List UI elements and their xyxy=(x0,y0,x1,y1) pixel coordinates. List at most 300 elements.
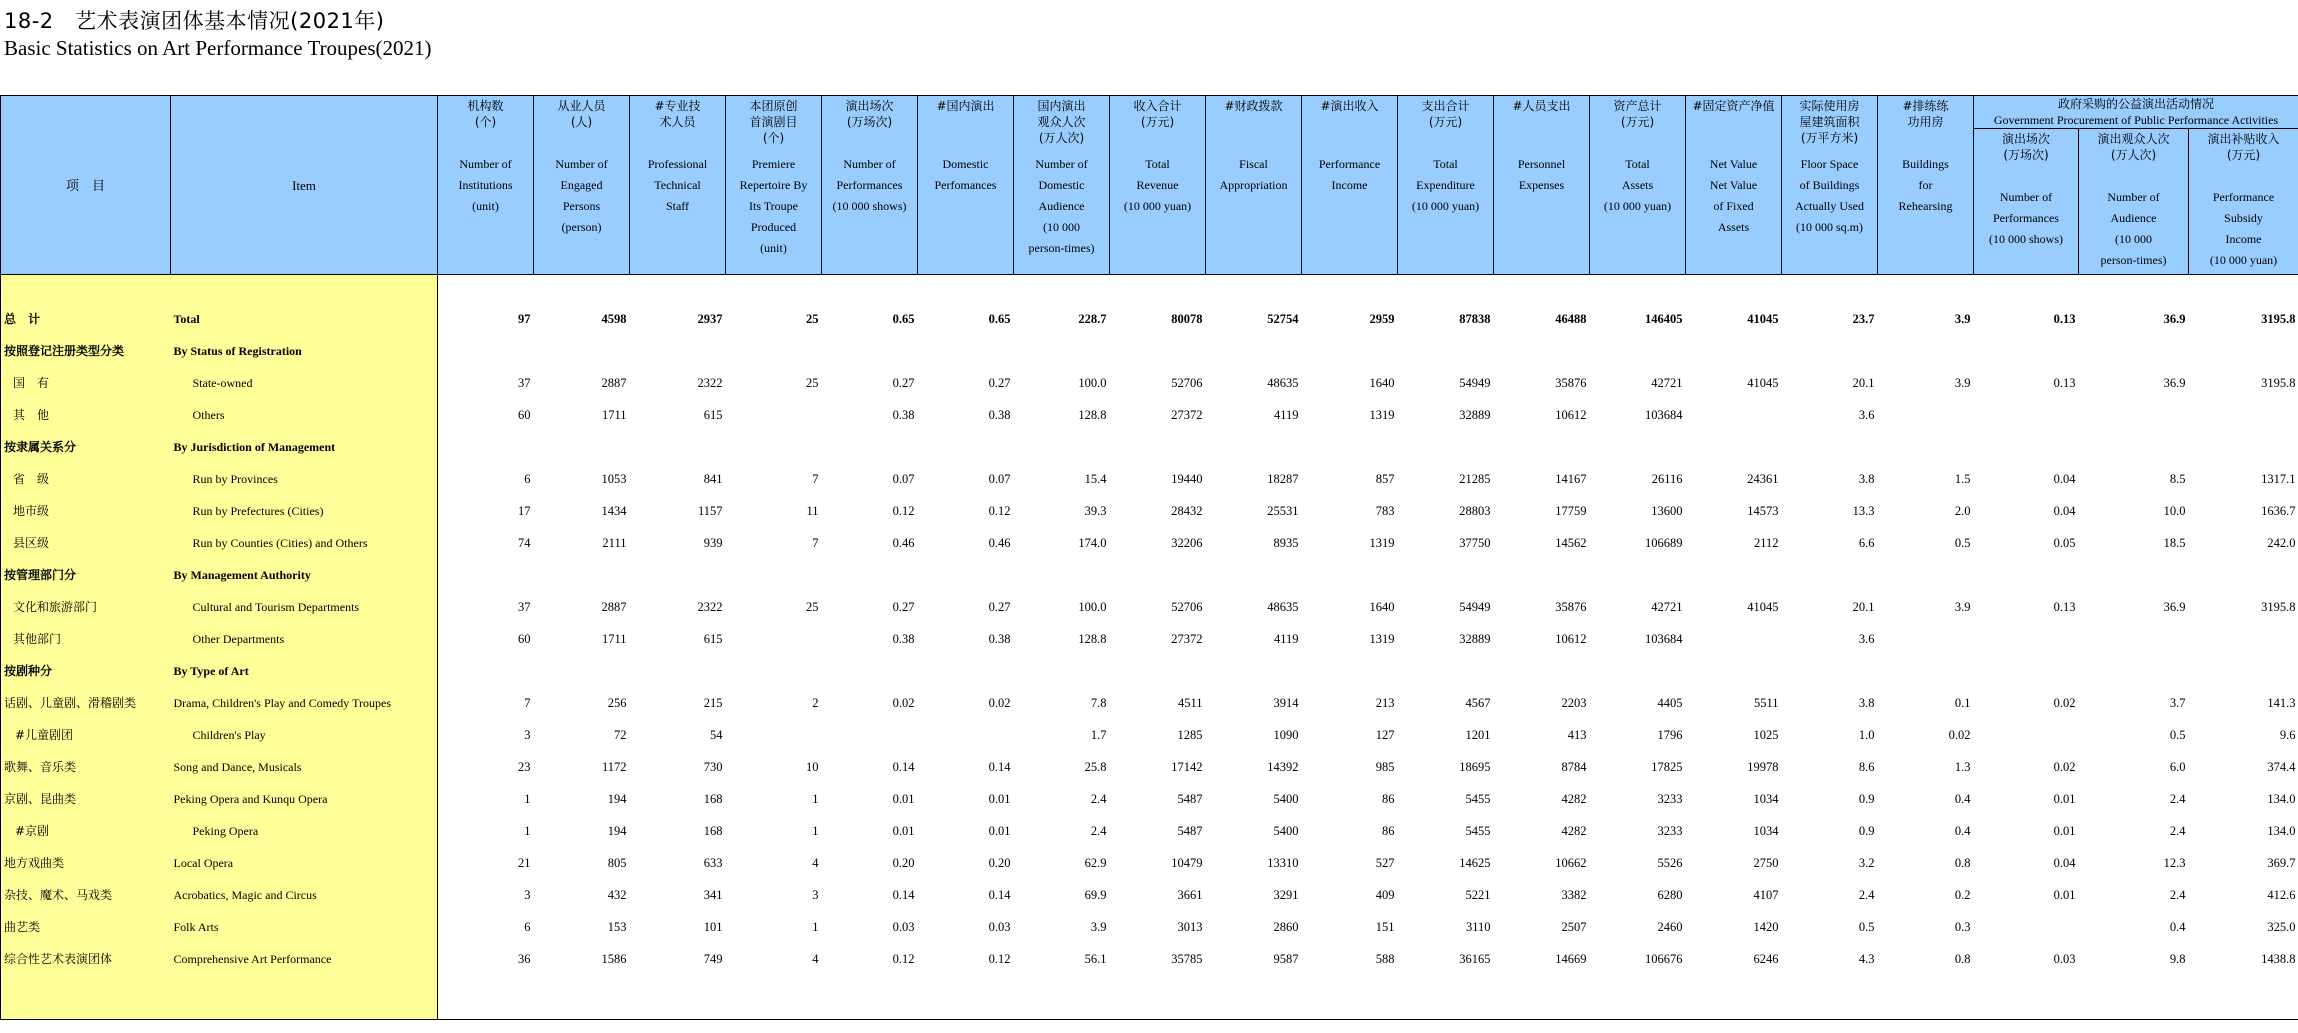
cell-value: 14167 xyxy=(1555,472,1587,486)
cell-value: 127 xyxy=(1375,728,1395,742)
table-row xyxy=(1,847,2298,879)
cell-value: 0.65 xyxy=(892,312,915,326)
header-floor-space xyxy=(1782,96,1878,275)
cell-value: 52706 xyxy=(1171,600,1203,614)
cell-value: 14392 xyxy=(1267,760,1299,774)
cell-value: 1317.1 xyxy=(2261,472,2296,486)
cell-value xyxy=(726,399,822,431)
cell-value: 0.65 xyxy=(988,312,1011,326)
cell-value: 101 xyxy=(703,920,723,934)
header-en-line: Perfomances xyxy=(934,178,997,192)
row-label-cn: 京剧、昆曲类 xyxy=(1,783,171,815)
cell-value xyxy=(1686,655,1782,687)
cell-value: 0.4 xyxy=(2169,920,2186,934)
header-en-line: Performance xyxy=(1318,157,1381,171)
cell-value: 369.7 xyxy=(2267,856,2296,870)
cell-value xyxy=(1302,431,1398,463)
cell-value: 0.02 xyxy=(1948,728,1971,742)
row-label-en: Drama, Children's Play and Comedy Troupes xyxy=(171,687,438,719)
cell-value: 1034 xyxy=(1753,824,1779,838)
cell-value: 0.1 xyxy=(1954,696,1971,710)
cell-value: 32889 xyxy=(1459,632,1491,646)
cell-value: 3195.8 xyxy=(2261,376,2296,390)
row-label-cn: 文化和旅游部门 xyxy=(1,591,171,623)
header-en-line: Number of xyxy=(555,157,608,171)
row-label-en: By Status of Registration xyxy=(171,335,438,367)
cell-value: 1640 xyxy=(1369,376,1395,390)
header-total-revenue xyxy=(1110,96,1206,275)
cell-value xyxy=(2079,399,2189,431)
header-cn-line: 演出场次 xyxy=(845,99,894,113)
cell-value xyxy=(918,719,1014,751)
cell-value: 4598 xyxy=(601,312,627,326)
cell-value: 128.8 xyxy=(1078,408,1107,422)
cell-value: 0.04 xyxy=(2053,504,2076,518)
cell-value: 17142 xyxy=(1171,760,1203,774)
cell-value: 0.38 xyxy=(892,408,915,422)
cell-value: 325.0 xyxy=(2267,920,2296,934)
cell-value xyxy=(1686,399,1782,431)
row-label-cn: 地方戏曲类 xyxy=(1,847,171,879)
cell-value: 0.9 xyxy=(1858,824,1875,838)
cell-value xyxy=(1398,559,1494,591)
cell-value: 5487 xyxy=(1177,824,1203,838)
cell-value: 2.4 xyxy=(2169,792,2186,806)
row-label-cn: 国 有 xyxy=(1,367,171,399)
cell-value: 7 xyxy=(524,696,531,710)
cell-value: 17825 xyxy=(1651,760,1683,774)
category-row xyxy=(1,431,2298,463)
cell-value: 0.02 xyxy=(988,696,1011,710)
row-label-en: Local Opera xyxy=(171,847,438,879)
row-label-en: Other Departments xyxy=(171,623,438,655)
cell-value xyxy=(1590,655,1686,687)
cell-value: 39.3 xyxy=(1084,504,1107,518)
cell-value xyxy=(726,335,822,367)
header-en-line: Appropriation xyxy=(1219,178,1288,192)
cell-value: 0.38 xyxy=(892,632,915,646)
cell-value: 2750 xyxy=(1753,856,1779,870)
header-gov-procurement: 政府采购的公益演出活动情况 Government Procurement of Public Performance Activities xyxy=(1974,96,2298,129)
cell-value: 0.12 xyxy=(892,504,915,518)
cell-value xyxy=(1974,399,2079,431)
header-en-line: Engaged xyxy=(560,178,603,192)
header-en-line: Technical xyxy=(654,178,701,192)
cell-value: 3382 xyxy=(1561,888,1587,902)
header-cn-line: #专业技 xyxy=(654,99,701,113)
cell-value: 242.0 xyxy=(2267,536,2296,550)
cell-value: 86 xyxy=(1382,824,1395,838)
cell-value xyxy=(1014,655,1110,687)
header-cn-line: 演出补贴收入 xyxy=(2207,132,2280,146)
cell-value: 228.7 xyxy=(1078,312,1107,326)
cell-value: 2937 xyxy=(697,312,723,326)
cell-value: 48635 xyxy=(1267,600,1299,614)
cell-value: 0.12 xyxy=(988,952,1011,966)
cell-value xyxy=(1206,655,1302,687)
cell-value xyxy=(534,655,630,687)
cell-value: 24361 xyxy=(1747,472,1779,486)
header-en-line: (10 000 yuan) xyxy=(1411,199,1480,213)
table-header xyxy=(1,96,2298,275)
header-cn-line: 演出场次 xyxy=(2001,132,2050,146)
cell-value: 0.04 xyxy=(2053,472,2076,486)
header-en-line: Income xyxy=(1331,178,1368,192)
row-label-cn: 曲艺类 xyxy=(1,911,171,943)
cell-value: 100.0 xyxy=(1078,376,1107,390)
header-cn-line: 支出合计 xyxy=(1421,99,1470,113)
cell-value: 72 xyxy=(614,728,627,742)
row-label-cn: 按管理部门分 xyxy=(1,559,171,591)
cell-value: 1201 xyxy=(1465,728,1491,742)
header-en-line: of Buildings xyxy=(1799,178,1860,192)
cell-value: 7 xyxy=(812,536,819,550)
cell-value: 0.5 xyxy=(1858,920,1875,934)
header-en-line: for xyxy=(1918,178,1933,192)
cell-value xyxy=(2189,623,2298,655)
header-en-line: Its Troupe xyxy=(748,199,798,213)
cell-value: 2.4 xyxy=(2169,888,2186,902)
cell-value: 3.9 xyxy=(1954,376,1971,390)
cell-value: 2.4 xyxy=(1090,792,1107,806)
cell-value xyxy=(438,655,534,687)
header-en-line: (10 000 shows) xyxy=(832,199,907,213)
cell-value: 36.9 xyxy=(2163,376,2186,390)
header-en-line: Premiere xyxy=(751,157,796,171)
cell-value: 42721 xyxy=(1651,600,1683,614)
row-label-cn: 省 级 xyxy=(1,463,171,495)
row-label-en: Peking Opera and Kunqu Opera xyxy=(171,783,438,815)
cell-value: 1796 xyxy=(1657,728,1683,742)
cell-value: 341 xyxy=(703,888,723,902)
cell-value xyxy=(1974,911,2079,943)
cell-value: 3.2 xyxy=(1858,856,1875,870)
cell-value: 146405 xyxy=(1645,312,1683,326)
cell-value: 3291 xyxy=(1273,888,1299,902)
cell-value: 0.01 xyxy=(2053,888,2076,902)
header-cn-line: (万元) xyxy=(1140,115,1175,129)
cell-value: 749 xyxy=(703,952,723,966)
cell-value: 730 xyxy=(703,760,723,774)
cell-value: 2959 xyxy=(1369,312,1395,326)
cell-value: 27372 xyxy=(1171,408,1203,422)
header-cn-line: 收入合计 xyxy=(1133,99,1182,113)
cell-value xyxy=(726,655,822,687)
cell-value: 0.04 xyxy=(2053,856,2076,870)
cell-value: 25 xyxy=(806,600,819,614)
cell-value: 26116 xyxy=(1651,472,1683,486)
cell-value: 3195.8 xyxy=(2261,600,2296,614)
cell-value: 21285 xyxy=(1459,472,1491,486)
cell-value xyxy=(1878,335,1974,367)
table-row xyxy=(1,367,2298,399)
cell-value: 939 xyxy=(703,536,723,550)
header-cn-line: #演出收入 xyxy=(1320,99,1379,113)
cell-value xyxy=(1494,335,1590,367)
table-row xyxy=(1,495,2298,527)
cell-value xyxy=(1782,431,1878,463)
cell-value: 35876 xyxy=(1555,600,1587,614)
row-label-en: By Management Authority xyxy=(171,559,438,591)
cell-value: 0.13 xyxy=(2053,312,2076,326)
cell-value xyxy=(630,431,726,463)
cell-value: 69.9 xyxy=(1084,888,1107,902)
cell-value: 2507 xyxy=(1561,920,1587,934)
cell-value xyxy=(1878,399,1974,431)
cell-value: 3.8 xyxy=(1858,472,1875,486)
cell-value: 2.4 xyxy=(1090,824,1107,838)
cell-value xyxy=(822,719,918,751)
cell-value: 4119 xyxy=(1273,632,1299,646)
cell-value xyxy=(1974,559,2079,591)
header-en-line: Performances xyxy=(1993,211,2059,225)
header-rehearsal-buildings xyxy=(1878,96,1974,275)
cell-value: 4282 xyxy=(1561,824,1587,838)
cell-value: 413 xyxy=(1567,728,1587,742)
cell-value: 1.7 xyxy=(1090,728,1107,742)
cell-value: 18.5 xyxy=(2163,536,2186,550)
cell-value: 60 xyxy=(518,408,531,422)
cell-value: 20.1 xyxy=(1852,600,1875,614)
header-en-line: Revenue xyxy=(1136,178,1179,192)
cell-value: 985 xyxy=(1375,760,1395,774)
cell-value: 36.9 xyxy=(2163,312,2186,326)
header-en-line: Audience xyxy=(2110,211,2157,225)
cell-value: 28803 xyxy=(1459,504,1491,518)
cell-value: 2887 xyxy=(601,600,627,614)
cell-value: 4119 xyxy=(1273,408,1299,422)
header-cn-line: (万场次) xyxy=(2003,148,2049,162)
cell-value: 52706 xyxy=(1171,376,1203,390)
cell-value: 2112 xyxy=(1753,536,1779,550)
cell-value: 2 xyxy=(812,696,819,710)
cell-value: 42721 xyxy=(1651,376,1683,390)
cell-value: 5526 xyxy=(1657,856,1683,870)
cell-value: 3 xyxy=(812,888,819,902)
row-label-en: Acrobatics, Magic and Circus xyxy=(171,879,438,911)
cell-value xyxy=(438,335,534,367)
cell-value: 174.0 xyxy=(1078,536,1107,550)
header-cn-line: 术人员 xyxy=(659,115,696,129)
header-en-line: Assets xyxy=(1717,220,1750,234)
cell-value: 2887 xyxy=(601,376,627,390)
cell-value: 103684 xyxy=(1645,632,1683,646)
header-en-line: Performance xyxy=(2212,190,2275,204)
cell-value: 841 xyxy=(703,472,723,486)
cell-value: 0.27 xyxy=(892,376,915,390)
header-en-line: Performances xyxy=(836,178,903,192)
cell-value: 4511 xyxy=(1177,696,1203,710)
cell-value: 215 xyxy=(703,696,723,710)
cell-value: 2460 xyxy=(1657,920,1683,934)
header-cn-line: (万元) xyxy=(1620,115,1655,129)
header-en-line: Total xyxy=(1145,157,1170,171)
header-cn-line: 演出观众人次 xyxy=(2097,132,2170,146)
cell-value: 9.8 xyxy=(2169,952,2186,966)
cell-value: 2322 xyxy=(697,600,723,614)
cell-value xyxy=(1878,559,1974,591)
cell-value: 54949 xyxy=(1459,600,1491,614)
cell-value: 1034 xyxy=(1753,792,1779,806)
cell-value: 0.01 xyxy=(988,792,1011,806)
cell-value: 0.13 xyxy=(2053,600,2076,614)
cell-value: 8.6 xyxy=(1858,760,1875,774)
header-en-line: Buildings xyxy=(1902,157,1949,171)
header-en-line: Institutions xyxy=(458,178,513,192)
cell-value: 27372 xyxy=(1171,632,1203,646)
cell-value: 5487 xyxy=(1177,792,1203,806)
header-en-line: Income xyxy=(2225,232,2262,246)
cell-value: 103684 xyxy=(1645,408,1683,422)
table-end-row xyxy=(1,975,2298,1020)
table-row xyxy=(1,751,2298,783)
header-en-line: (10 000 yuan) xyxy=(1603,199,1672,213)
cell-value: 2203 xyxy=(1561,696,1587,710)
cell-value: 134.0 xyxy=(2267,824,2296,838)
cell-value: 615 xyxy=(703,408,723,422)
cell-value: 153 xyxy=(607,920,627,934)
cell-value: 35785 xyxy=(1171,952,1203,966)
header-en-line: Actually Used xyxy=(1795,199,1864,213)
cell-value xyxy=(1782,655,1878,687)
cell-value: 527 xyxy=(1375,856,1395,870)
cell-value: 7 xyxy=(812,472,819,486)
cell-value: 3.6 xyxy=(1858,408,1875,422)
cell-value: 28432 xyxy=(1171,504,1203,518)
row-label-en: Run by Prefectures (Cities) xyxy=(171,495,438,527)
cell-value: 805 xyxy=(607,856,627,870)
cell-value: 14562 xyxy=(1555,536,1587,550)
header-en-line: Persons xyxy=(562,199,601,213)
cell-value: 12.3 xyxy=(2163,856,2186,870)
cell-value: 783 xyxy=(1375,504,1395,518)
cell-value: 10612 xyxy=(1555,408,1587,422)
header-fixed-assets xyxy=(1686,96,1782,275)
cell-value xyxy=(2189,431,2298,463)
cell-value: 3233 xyxy=(1657,824,1683,838)
cell-value xyxy=(918,431,1014,463)
cell-value: 32206 xyxy=(1171,536,1203,550)
row-label-cn: 杂技、魔术、马戏类 xyxy=(1,879,171,911)
cell-value xyxy=(1782,335,1878,367)
cell-value: 37 xyxy=(518,376,531,390)
header-en-line: (10 000 xyxy=(1043,220,1080,234)
cell-value: 0.38 xyxy=(988,408,1011,422)
header-performances xyxy=(822,96,918,275)
cell-value xyxy=(1110,655,1206,687)
cell-value: 0.5 xyxy=(2169,728,2186,742)
cell-value: 36.9 xyxy=(2163,600,2186,614)
cell-value: 5400 xyxy=(1273,824,1299,838)
cell-value: 1090 xyxy=(1273,728,1299,742)
header-cn-line: (万场次) xyxy=(846,115,893,129)
cell-value: 0.01 xyxy=(988,824,1011,838)
cell-value: 6.6 xyxy=(1858,536,1875,550)
cell-value: 213 xyxy=(1375,696,1395,710)
header-cn-line: 观众人次 xyxy=(1037,115,1086,129)
cell-value: 41045 xyxy=(1747,600,1779,614)
cell-value: 106689 xyxy=(1645,536,1683,550)
table-title-en: Basic Statistics on Art Performance Troupes(2021) xyxy=(4,36,432,60)
cell-value: 100.0 xyxy=(1078,600,1107,614)
cell-value xyxy=(2189,655,2298,687)
cell-value xyxy=(918,335,1014,367)
cell-value: 0.8 xyxy=(1954,856,1971,870)
header-cn-line: 功用房 xyxy=(1907,115,1944,129)
statistics-table xyxy=(0,95,2298,1020)
cell-value xyxy=(1686,335,1782,367)
cell-value: 0.27 xyxy=(988,600,1011,614)
header-en-line: (person) xyxy=(561,220,602,234)
row-label-en: State-owned xyxy=(171,367,438,399)
cell-value: 14669 xyxy=(1555,952,1587,966)
table-row xyxy=(1,687,2298,719)
cell-value: 41045 xyxy=(1747,312,1779,326)
cell-value: 1.5 xyxy=(1954,472,1971,486)
cell-value xyxy=(630,559,726,591)
spacer-row xyxy=(1,275,2298,304)
cell-value: 3.9 xyxy=(1090,920,1107,934)
cell-value xyxy=(1590,559,1686,591)
cell-value xyxy=(1878,431,1974,463)
cell-value: 0.03 xyxy=(892,920,915,934)
cell-value: 432 xyxy=(607,888,627,902)
table-row xyxy=(1,399,2298,431)
header-total-assets xyxy=(1590,96,1686,275)
cell-value xyxy=(1206,431,1302,463)
cell-value: 0.46 xyxy=(892,536,915,550)
cell-value xyxy=(2189,559,2298,591)
cell-value: 4 xyxy=(812,856,819,870)
cell-value: 13600 xyxy=(1651,504,1683,518)
cell-value: 0.14 xyxy=(892,888,915,902)
cell-value xyxy=(822,655,918,687)
cell-value: 1 xyxy=(812,920,819,934)
cell-value: 0.12 xyxy=(892,952,915,966)
table-row xyxy=(1,623,2298,655)
cell-value: 0.27 xyxy=(892,600,915,614)
cell-value xyxy=(726,623,822,655)
row-label-en: Run by Counties (Cities) and Others xyxy=(171,527,438,559)
cell-value xyxy=(534,431,630,463)
row-label-cn: 其他部门 xyxy=(1,623,171,655)
cell-value: 25 xyxy=(806,312,819,326)
row-label-cn: 总 计 xyxy=(1,303,171,335)
cell-value: 0.14 xyxy=(988,760,1011,774)
cell-value: 19440 xyxy=(1171,472,1203,486)
header-cn-line: #国内演出 xyxy=(936,99,995,113)
cell-value: 1.3 xyxy=(1954,760,1971,774)
row-label-cn: 综合性艺术表演团体 xyxy=(1,943,171,975)
cell-value: 37750 xyxy=(1459,536,1491,550)
cell-value: 3013 xyxy=(1177,920,1203,934)
header-cn-line: 本团原创 xyxy=(749,99,798,113)
row-label-en: Comprehensive Art Performance xyxy=(171,943,438,975)
header-en-line: Fiscal xyxy=(1239,157,1268,171)
header-cn-line: 实际使用房 xyxy=(1799,99,1860,113)
cell-value: 3.9 xyxy=(1954,600,1971,614)
table-row xyxy=(1,783,2298,815)
cell-value: 4282 xyxy=(1561,792,1587,806)
cell-value xyxy=(822,335,918,367)
cell-value xyxy=(1110,559,1206,591)
cell-value: 15.4 xyxy=(1084,472,1107,486)
cell-value: 0.38 xyxy=(988,632,1011,646)
cell-value: 0.01 xyxy=(2053,824,2076,838)
cell-value: 4107 xyxy=(1753,888,1779,902)
cell-value xyxy=(1974,623,2079,655)
row-label-en: Run by Provinces xyxy=(171,463,438,495)
